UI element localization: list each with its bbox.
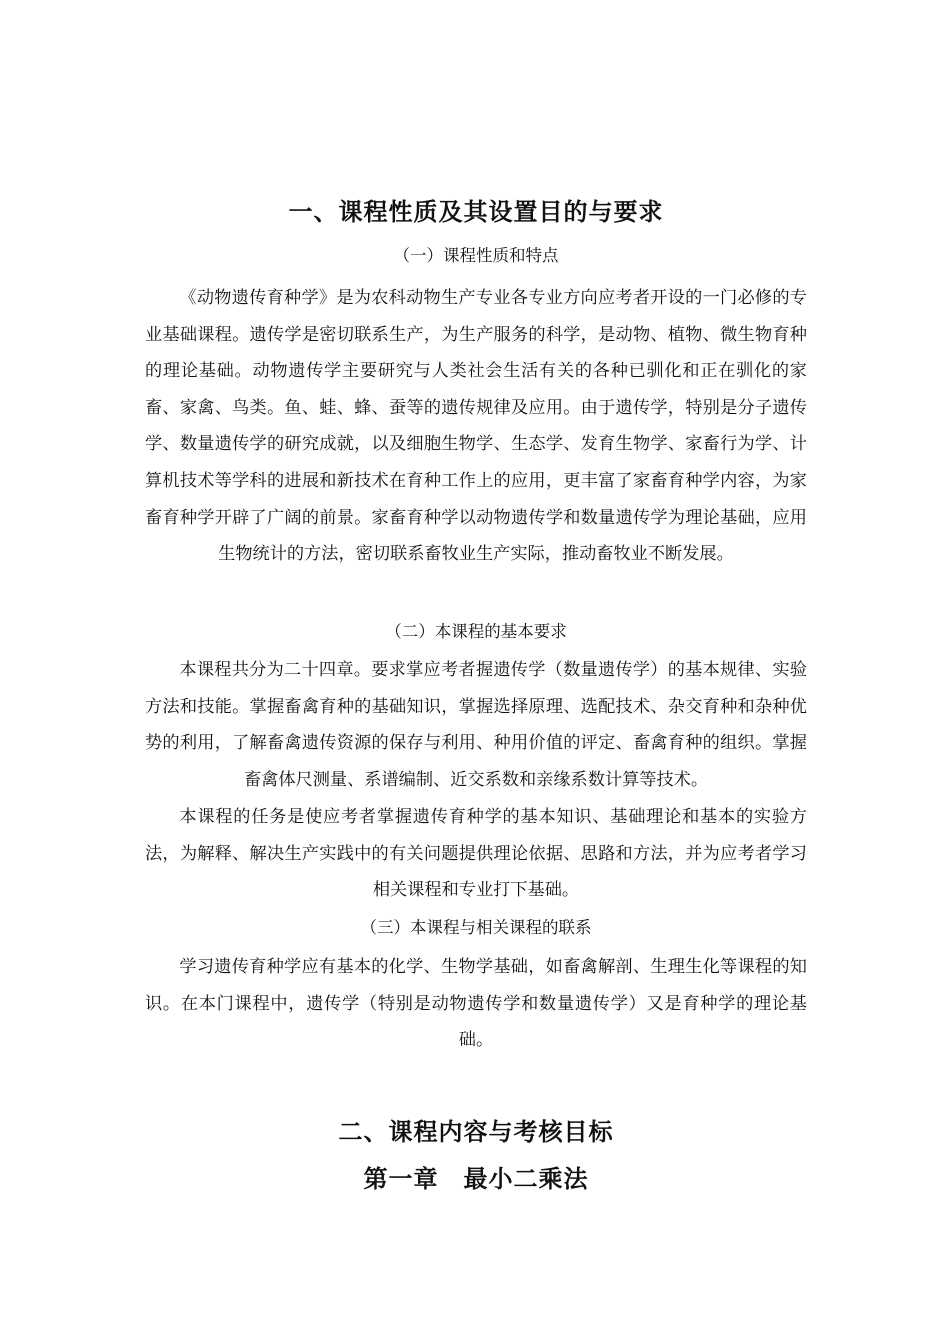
chapter-title: 第一章 最小二乘法 bbox=[363, 1165, 589, 1193]
subsection-heading-3: （三）本课程与相关课程的联系 bbox=[360, 918, 592, 937]
section-title-1: 一、课程性质及其设置目的与要求 bbox=[288, 198, 664, 226]
paragraph-related-courses: 学习遗传育种学应有基本的化学、生物学基础，如畜禽解剖、生理生化等课程的知识。在本门课程中，遗传学（特别是动物遗传学和数量遗传学）又是育种学的理论基础。 bbox=[145, 957, 807, 1051]
section-title-2: 二、课程内容与考核目标 bbox=[338, 1118, 614, 1146]
paragraph-basic-requirements: 本课程共分为二十四章。要求掌应考者握遗传学（数量遗传学）的基本规律、实验方法和技能。掌握畜禽育种的基础知识，掌握选择原理、选配技术、杂交育种和杂种优势的利用，了解畜禽遗传资源的保存与利用、种用价值的评定、畜禽育种的组织。掌握畜禽体尺测量、系谱编制、近交系数和亲缘系数计算等技术。 bbox=[145, 660, 807, 790]
paragraph-course-tasks: 本课程的任务是使应考者掌握遗传育种学的基本知识、基础理论和基本的实验方法，为解释、解决生产实践中的有关问题提供理论依据、思路和方法，并为应考者学习相关课程和专业打下基础。 bbox=[145, 807, 807, 901]
paragraph-course-nature: 《动物遗传育种学》是为农科动物生产专业各专业方向应考者开设的一门必修的专业基础课程。遗传学是密切联系生产，为生产服务的科学，是动物、植物、微生物育种的理论基础。动物遗传学主要研究与人类社会生活有关的各种已驯化和正在驯化的家畜、家禽、鸟类。鱼、蛙、蜂、蚕等的遗传规律及应用。由于遗传学，特别是分子遗传学、数量遗传学的研究成就，以及细胞生物学、生态学、发育生物学、家畜行为学、计算机技术等学科的进展和新技术在育种工作上的应用，更丰富了家畜育种学内容，为家畜育种学开辟了广阔的前景。家畜育种学以动物遗传学和数量遗传学为理论基础，应用生物统计的方法，密切联系畜牧业生产实际，推动畜牧业不断发展。 bbox=[145, 288, 807, 565]
subsection-heading-2: （二）本课程的基本要求 bbox=[385, 622, 567, 641]
subsection-heading-1: （一）课程性质和特点 bbox=[393, 246, 559, 265]
